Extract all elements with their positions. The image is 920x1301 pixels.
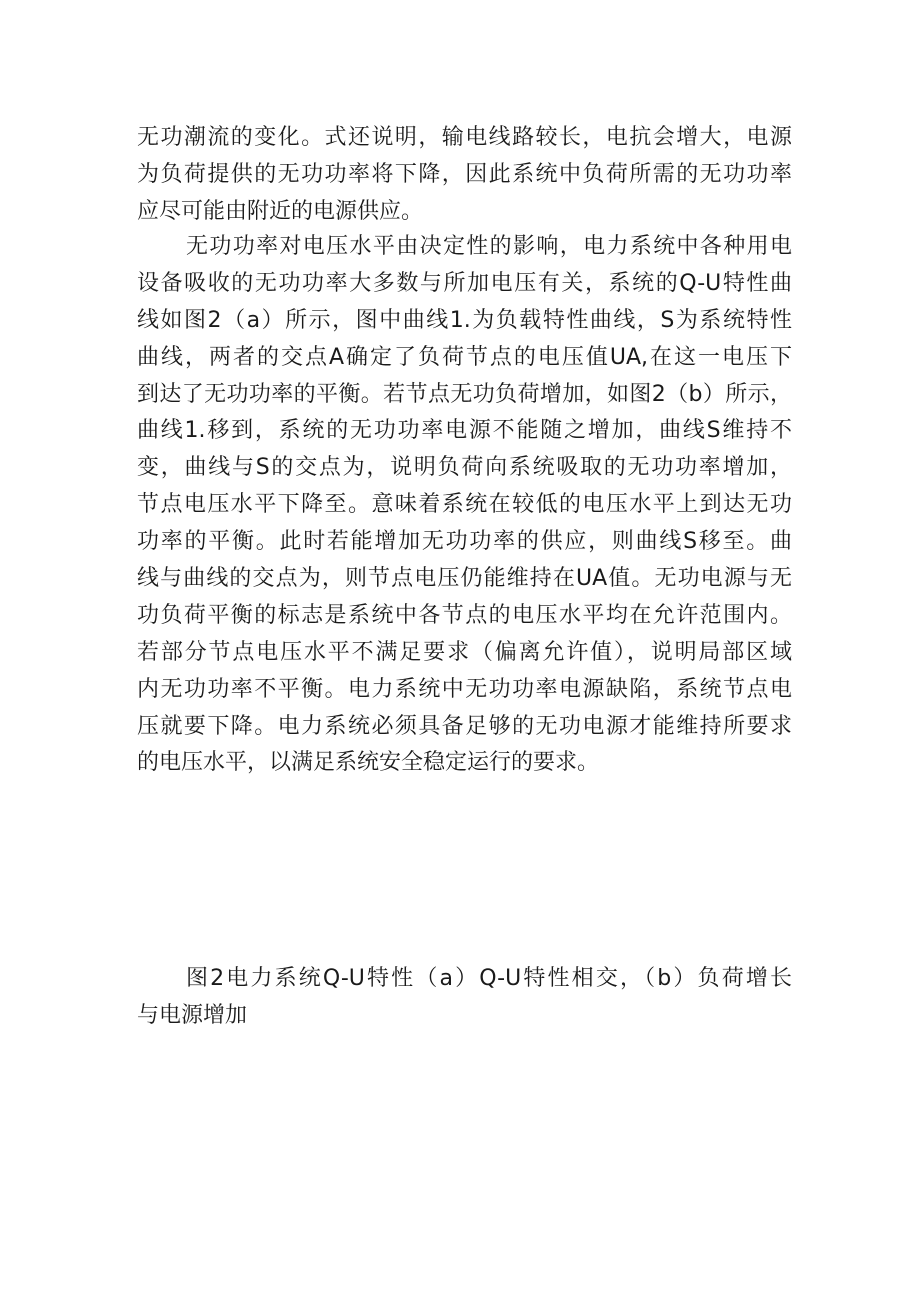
paragraph-line: 节点电压水平下降至。意味着系统在较低的电压水平上到达无功	[137, 492, 792, 518]
paragraph-line: 功率的平衡。此时若能增加无功功率的供应，则曲线S移至。曲	[137, 529, 792, 555]
paragraph-line: 设备吸收的无功功率大多数与所加电压有关，系统的Q-U特性曲	[137, 270, 792, 296]
paragraph-line: 为负荷提供的无功功率将下降，因此系统中负荷所需的无功功率	[137, 161, 792, 187]
paragraph-line: 应尽可能由附近的电源供应。	[137, 198, 424, 224]
paragraph-line: 曲线1.移到，系统的无功功率电源不能随之增加，曲线S维持不	[137, 418, 792, 444]
paragraph-line: 线如图2（a）所示，图中曲线1.为负载特性曲线，S为系统特性	[137, 307, 792, 333]
paragraph-line: 曲线，两者的交点A确定了负荷节点的电压值UA,在这一电压下	[137, 344, 792, 370]
figure-caption	[137, 961, 792, 1035]
paragraph-line: 无功功率对电压水平由决定性的影响，电力系统中各种用电	[186, 234, 792, 259]
paragraph-line: 无功潮流的变化。式还说明，输电线路较长，电抗会增大，电源	[137, 125, 792, 150]
paragraph-line: 的电压水平，以满足系统安全稳定运行的要求。	[137, 750, 600, 776]
paragraph-line: 内无功功率不平衡。电力系统中无功功率电源缺陷，系统节点电	[137, 676, 792, 702]
paragraph-line: 若部分节点电压水平不满足要求（偏离允许值），说明局部区域	[137, 639, 792, 665]
paragraph-line: 到达了无功功率的平衡。若节点无功负荷增加，如图2（b）所示，	[137, 381, 792, 407]
paragraph-2	[137, 229, 792, 782]
paragraph-line: 线与曲线的交点为，则节点电压仍能维持在UA值。无功电源与无	[137, 566, 792, 592]
paragraph-1	[137, 120, 792, 231]
paragraph-line: 变，曲线与S的交点为，说明负荷向系统吸取的无功功率增加，	[137, 455, 792, 481]
paragraph-line: 压就要下降。电力系统必须具备足够的无功电源才能维持所要求	[137, 713, 792, 739]
paragraph-line: 功负荷平衡的标志是系统中各节点的电压水平均在允许范围内。	[137, 602, 792, 628]
caption-line: 与电源增加	[137, 1002, 248, 1028]
caption-line: 图2电力系统Q-U特性（a）Q-U特性相交，（b）负荷增长	[186, 966, 792, 991]
